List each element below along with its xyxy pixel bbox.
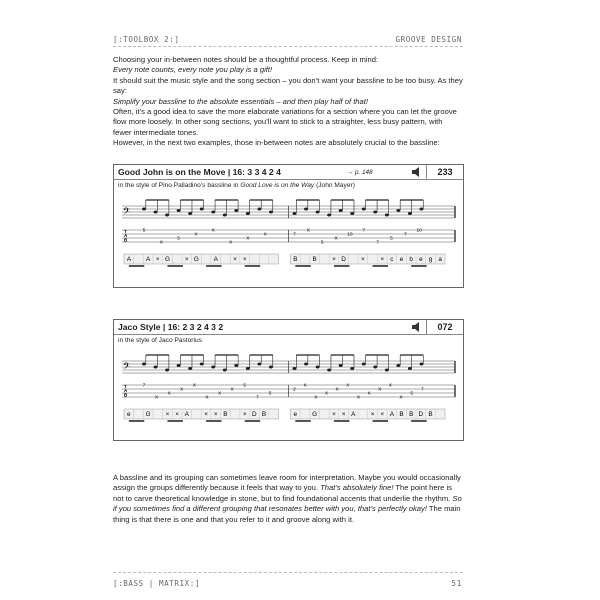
note-head (246, 212, 250, 215)
note-head (316, 366, 320, 369)
note-head (293, 367, 297, 370)
tab-fret-number: X (378, 387, 382, 393)
audio-track-number[interactable]: 233 (426, 165, 463, 179)
tab-fret-number: 5 (390, 236, 393, 242)
grouping-cell-label: e (293, 411, 298, 419)
example-title-text: Good John is on the Move (118, 167, 226, 177)
grouping-accent-bar (334, 265, 349, 267)
page-number: 51 (451, 579, 462, 588)
tab-fret-number: X (192, 383, 196, 389)
grouping-cell-label: G (145, 411, 151, 419)
tab-fret-number: 10 (416, 228, 422, 234)
grouping-accent-bar (411, 420, 426, 422)
example-box-2 (113, 319, 464, 441)
tab-fret-number: X (334, 236, 338, 242)
speaker-icon[interactable] (411, 322, 423, 332)
note-head (419, 208, 423, 211)
note-head (269, 366, 273, 369)
tab-fret-number: 7 (255, 395, 259, 401)
grouping-cell-label: b (409, 256, 413, 264)
tab-fret-number: X (159, 240, 163, 246)
note-head (419, 363, 423, 366)
example-header (114, 165, 463, 180)
note-head (154, 366, 158, 369)
grouping-accent-bar (334, 420, 349, 422)
tab-fret-number: X (167, 391, 171, 397)
tab-fret-number: X (303, 383, 307, 389)
grouping-accent-bar (245, 265, 260, 267)
example-pattern: | 16: 2 3 2 4 3 2 (162, 322, 224, 332)
note-head (350, 212, 354, 215)
tab-fret-number: X (399, 395, 403, 401)
grouping-cell-label: × (242, 256, 247, 264)
tab-fret-number: X (230, 387, 234, 393)
note-head (269, 211, 273, 214)
note-head (142, 363, 146, 366)
tab-clef-letter: B (124, 392, 128, 398)
tab-fret-number: 5 (177, 236, 180, 242)
audio-track-number[interactable]: 072 (426, 320, 463, 334)
outro-paragraph (113, 473, 463, 525)
tab-fret-number: 7 (376, 240, 379, 246)
footer-rule (113, 572, 463, 573)
tab-fret-number: X (263, 232, 267, 238)
grouping-accent-bar (411, 265, 426, 267)
grouping-cell-label: B (261, 411, 267, 419)
note-head (339, 364, 343, 367)
intro-quote-2: Simplify your bassline to the absolute essentials – and then play half of that! (113, 96, 368, 106)
grouping-cell-label: × (380, 411, 385, 419)
tab-fret-number: 7 (293, 232, 296, 238)
bass-clef-icon: 𝄢 (123, 361, 131, 374)
grouping-cell-label: × (175, 411, 179, 419)
grouping-accent-bar (295, 265, 310, 267)
grouping-cell-label: e (127, 411, 131, 419)
note-head (304, 363, 308, 366)
grouping-cell-label: × (204, 411, 208, 419)
intro-p3: Often, it’s a good idea to save the more elaborate variations for a section where you can let the groove flow more loosely. In other song sections, you’ll want to stick to a straighter, less busy pattern, with fewer intermediate tones. (113, 107, 457, 137)
grouping-cell-label: × (332, 411, 336, 419)
grouping-accent-bar (245, 420, 260, 422)
grouping-cell-label: × (233, 256, 237, 264)
grouping-cell-label: × (184, 256, 189, 264)
grouping-accent-bar (373, 265, 388, 267)
intro-paragraph (113, 55, 463, 149)
grouping-cell-label: G (193, 256, 199, 264)
grouping-cell-label: B (293, 256, 298, 264)
note-head (234, 209, 238, 212)
grouping-cell-label: G (312, 411, 318, 419)
grouping-cell-label: × (213, 411, 218, 419)
tab-fret-number: 5 (243, 383, 247, 389)
grouping-accent-bar (295, 420, 310, 422)
note-head (396, 364, 400, 367)
grouping-cell-label: × (165, 411, 170, 419)
grouping-cell-label: A (351, 411, 356, 419)
tab-clef-letter: T (124, 229, 127, 234)
outro-s4: So if you sometimes find a different grouping that resonates better with you, that’s perfectly okay! (113, 493, 462, 514)
running-header-right: GROOVE DESIGN (395, 35, 462, 44)
grouping-accent-bar (129, 420, 144, 422)
note-head (339, 209, 343, 212)
note-head (373, 211, 377, 214)
grouping-cell-label: D (341, 256, 346, 264)
grouping-accent-bar (206, 420, 221, 422)
bass-clef-icon: 𝄢 (123, 206, 131, 219)
note-head (188, 367, 192, 370)
note-head (177, 364, 181, 367)
note-head (362, 208, 366, 211)
note-head (234, 364, 238, 367)
tab-clef-letter: A (124, 388, 128, 394)
tab-clef-letter: B (124, 237, 128, 243)
tab-fret-number: X (367, 391, 371, 397)
tab-fret-number: X (324, 391, 329, 397)
grouping-cell-label: A (184, 411, 189, 419)
tab-fret-number: 5 (268, 391, 272, 397)
running-footer-left: [:BASS | MATRIX:] (113, 579, 200, 588)
tab-fret-number: X (246, 236, 250, 242)
note-head (373, 366, 377, 369)
note-head (165, 369, 169, 372)
grouping-accent-bar (373, 420, 388, 422)
note-head (362, 363, 366, 366)
grouping-cell-label: a (438, 256, 442, 264)
tab-fret-number: 10 (347, 232, 353, 238)
grouping-cell-label: g (428, 256, 433, 264)
note-head (257, 363, 261, 366)
header-rule (113, 46, 463, 47)
grouping-cell-label: × (332, 256, 336, 264)
subtitle-prefix: in the style of Jaco Pastorius (118, 337, 202, 344)
tab-fret-number: X (217, 391, 222, 397)
note-head (327, 369, 331, 372)
example-pattern: | 16: 3 3 4 2 4 (227, 167, 281, 177)
outro-s5: The main thing is that there is one and that you refer to it and groove along with it. (113, 504, 461, 524)
example-subtitle (118, 182, 355, 189)
tab-fret-number: X (205, 395, 209, 401)
note-head (293, 212, 297, 215)
note-head (223, 214, 227, 217)
page-reference[interactable]: → p. 148 (347, 169, 373, 176)
tab-clef-letter: T (124, 384, 127, 389)
tab-fret-number: 5 (410, 391, 414, 397)
tab-fret-number: X (356, 395, 361, 401)
grouping-cell-label: B (399, 411, 404, 419)
grouping-cell-label: A (146, 256, 151, 264)
note-head (200, 208, 204, 211)
note-head (316, 211, 320, 214)
grouping-cell-label: D (252, 411, 257, 419)
grouping-cell-label: B (223, 411, 228, 419)
running-header-left: [:TOOLBOX 2:] (113, 35, 180, 44)
grouping-cell-label: × (341, 411, 346, 419)
tab-fret-number: X (306, 228, 310, 234)
note-head (350, 367, 354, 370)
note-head (142, 208, 146, 211)
notation-staff (114, 192, 463, 287)
note-head (200, 363, 204, 366)
grouping-accent-bar (167, 420, 182, 422)
note-head (408, 367, 412, 370)
grouping-cell-label: e (419, 256, 423, 264)
tab-fret-number: X (314, 395, 318, 401)
note-head (396, 209, 400, 212)
note-head (327, 214, 331, 217)
grouping-cell-label: c (390, 256, 394, 264)
note-head (211, 366, 215, 369)
grouping-cell-label: B (312, 256, 317, 264)
example-subtitle (118, 337, 202, 344)
intro-p4: However, in the next two examples, those in-between notes are absolutely crucial to the bassline: (113, 138, 440, 148)
note-head (408, 212, 412, 215)
note-head (177, 209, 181, 212)
note-head (385, 369, 389, 372)
notation-staff (114, 347, 463, 440)
example-header (114, 320, 463, 335)
speaker-icon[interactable] (411, 167, 423, 177)
tab-fret-number: X (211, 228, 215, 234)
tab-fret-number: 7 (362, 228, 366, 234)
note-head (385, 214, 389, 217)
tab-fret-number: X (154, 395, 159, 401)
outro-s2: That’s absolutely fine! (320, 483, 394, 493)
tab-fret-number: 7 (142, 383, 146, 389)
tab-clef-letter: A (124, 233, 128, 239)
note-head (154, 211, 158, 214)
note-head (304, 208, 308, 211)
subtitle-song: Good Love is on the Way (240, 182, 315, 189)
grouping-cell-label: A (126, 256, 131, 264)
note-head (165, 214, 169, 217)
subtitle-suffix: (John Mayer) (314, 182, 355, 189)
grouping-cell-label: D (418, 411, 424, 419)
note-head (211, 211, 215, 214)
grouping-cell-label: B (409, 411, 414, 419)
example-box-1 (113, 164, 464, 288)
tab-fret-number: X (346, 383, 350, 389)
grouping-cell-label: A (389, 411, 395, 419)
note-head (246, 367, 250, 370)
grouping-cell-label: × (380, 256, 385, 264)
note-head (257, 208, 261, 211)
tab-fret-number: X (194, 232, 198, 238)
grouping-cell-label: G (164, 256, 170, 264)
grouping-cell-label: B (428, 411, 433, 419)
tab-fret-number: 7 (421, 387, 424, 393)
intro-p1: Choosing your in-between notes should be a thoughtful process. Keep in mind: (113, 55, 379, 64)
intro-p2: It should suit the music style and the song section – you don’t want your bassline to be too busy. As they say: (113, 75, 463, 96)
note-head (223, 369, 227, 372)
tab-fret-number: 7 (403, 232, 407, 238)
example-title (118, 322, 223, 332)
tab-fret-number: 5 (142, 228, 146, 234)
example-title-text: Jaco Style (118, 322, 161, 332)
subtitle-prefix: in the style of Pino Palladino’s bassline in (118, 182, 241, 189)
grouping-cell-label: × (370, 411, 375, 419)
tab-fret-number: X (335, 387, 339, 393)
note-head (188, 212, 192, 215)
grouping-cell-label: A (213, 256, 218, 264)
grouping-cell-label: × (155, 256, 160, 264)
tab-fret-number: X (228, 240, 233, 246)
intro-quote-1: Every note counts, every note you play is a gift! (113, 65, 273, 75)
outro-s1: A bassline and its grouping can sometimes leave room for interpretation. Maybe you would occasionally assign the groups differently because it feels that way to you. (113, 473, 461, 493)
grouping-cell-label: × (361, 256, 365, 264)
grouping-cell-label: e (399, 256, 404, 264)
grouping-accent-bar (129, 265, 144, 267)
tab-fret-number: 2 (293, 387, 296, 393)
example-title (118, 167, 281, 177)
outro-s3: The point here is not to carve theoretical knowledge in stone, but to find foundational accents that underlie the rhythm. (113, 483, 453, 503)
grouping-cell-label: × (242, 411, 247, 419)
tab-fret-number: X (388, 383, 392, 389)
grouping-accent-bar (167, 265, 182, 267)
tab-fret-number: X (180, 387, 184, 393)
tab-fret-number: 5 (320, 240, 324, 246)
grouping-accent-bar (206, 265, 221, 267)
